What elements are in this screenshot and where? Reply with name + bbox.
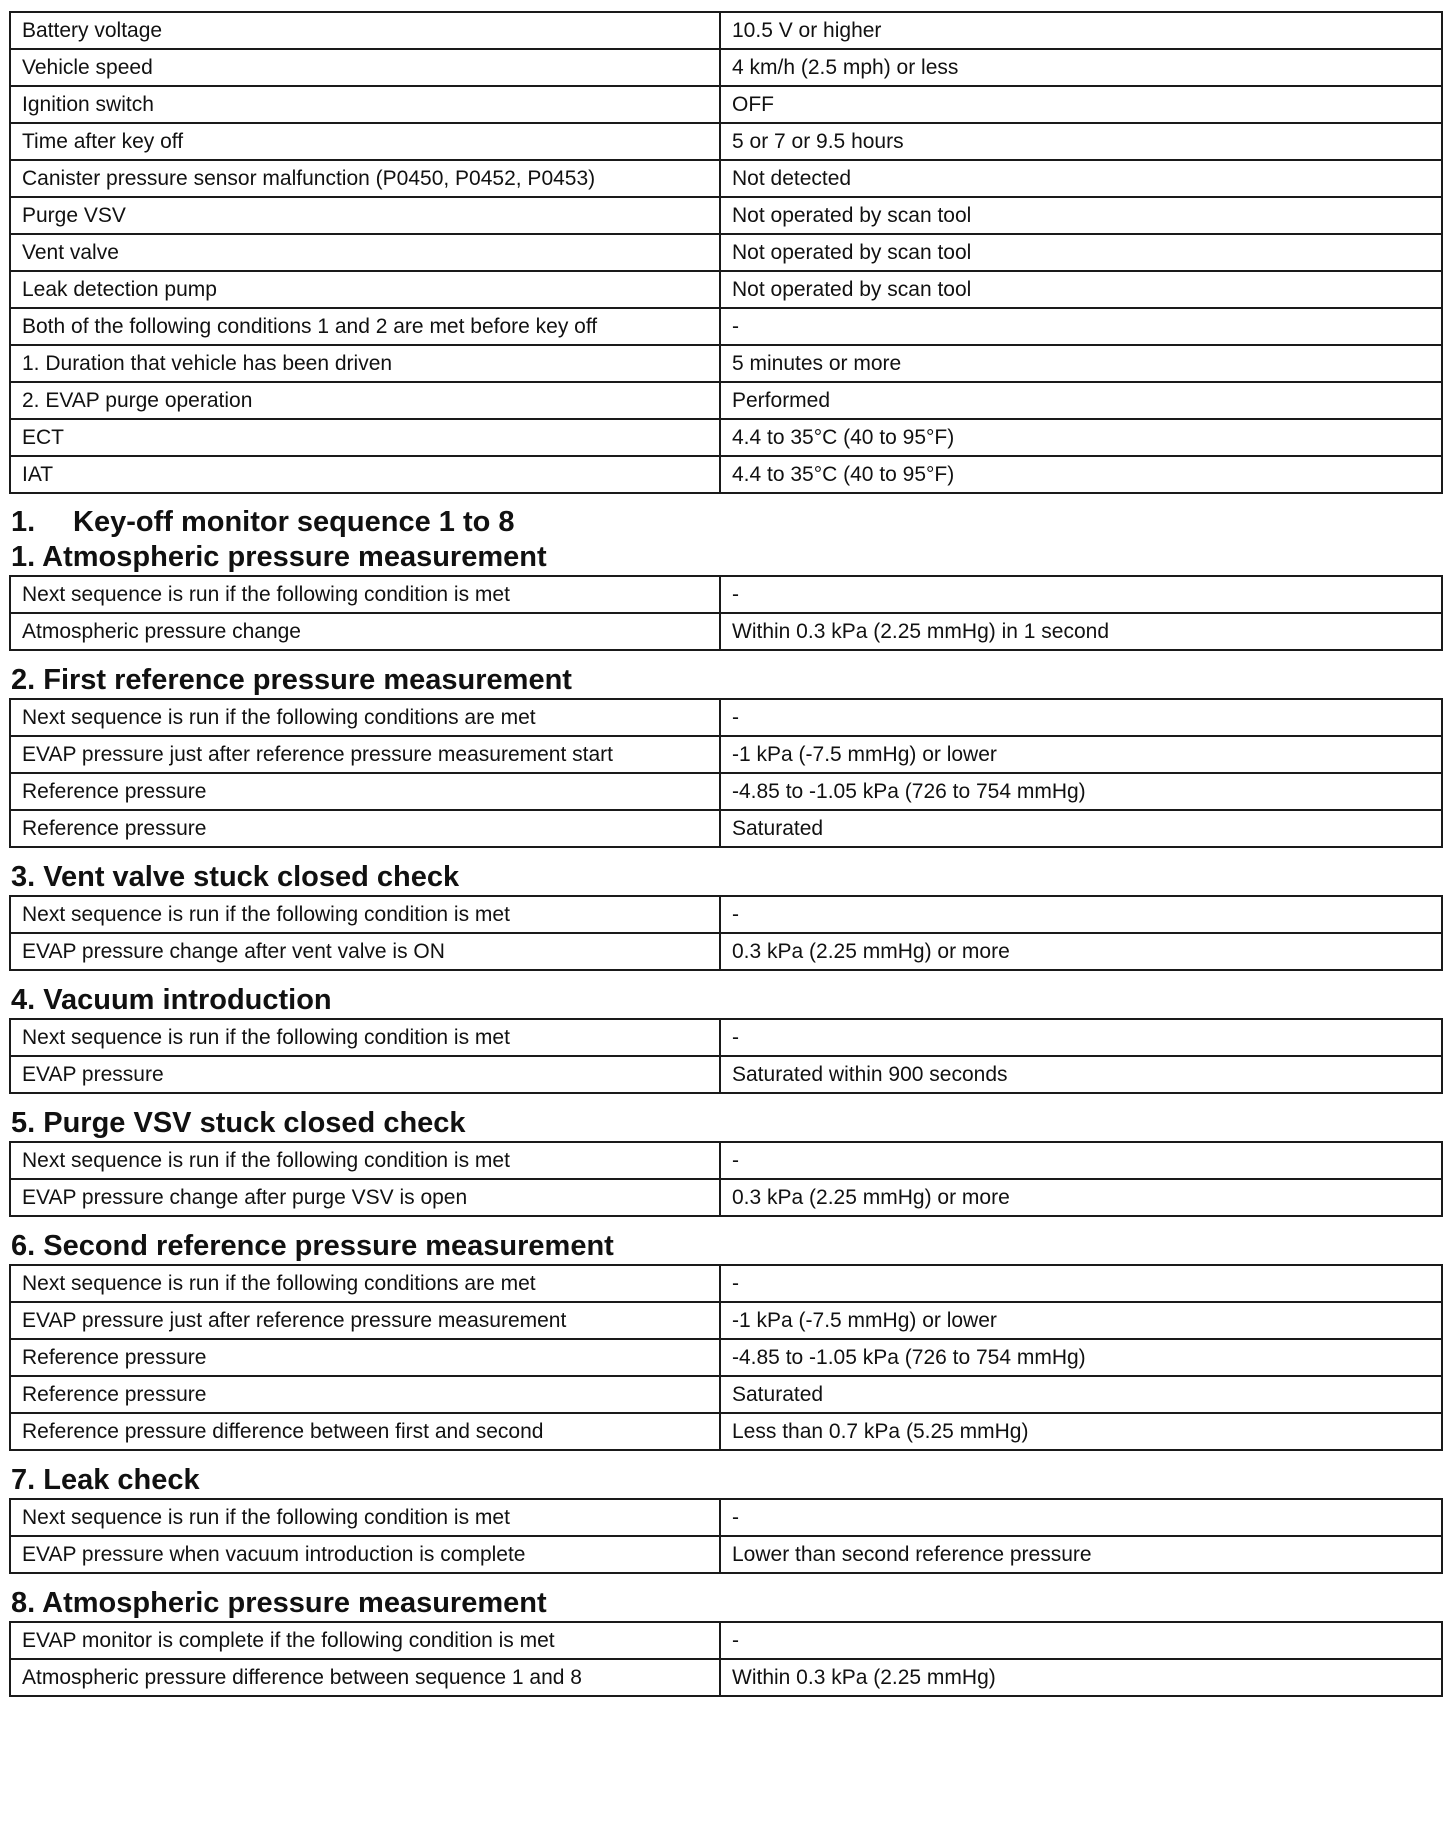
- section-heading: 7. Leak check: [11, 1464, 200, 1496]
- condition-value-cell: Saturated: [720, 1376, 1442, 1413]
- condition-value-cell: -: [720, 1622, 1442, 1659]
- condition-label-cell: EVAP pressure change after vent valve is ON: [10, 933, 720, 970]
- condition-label-cell: Reference pressure: [10, 1339, 720, 1376]
- condition-value-cell: -: [720, 308, 1442, 345]
- condition-value-cell: -: [720, 1142, 1442, 1179]
- table-row: [10, 345, 1442, 382]
- condition-value-cell: Lower than second reference pressure: [720, 1536, 1442, 1573]
- sequence-sections: [9, 540, 1427, 1697]
- table-row: [10, 1056, 1442, 1093]
- table-row: [10, 933, 1442, 970]
- sequence-section: [9, 663, 1427, 848]
- condition-value-cell: Not operated by scan tool: [720, 271, 1442, 308]
- condition-label-cell: Vent valve: [10, 234, 720, 271]
- condition-label-cell: Canister pressure sensor malfunction (P0450, P0452, P0453): [10, 160, 720, 197]
- table-row: [10, 1413, 1442, 1450]
- table-row: [10, 613, 1442, 650]
- condition-label-cell: Next sequence is run if the following condition is met: [10, 576, 720, 613]
- condition-value-cell: -: [720, 699, 1442, 736]
- condition-label-cell: 2. EVAP purge operation: [10, 382, 720, 419]
- condition-label-cell: Next sequence is run if the following condition is met: [10, 1142, 720, 1179]
- condition-value-cell: 5 or 7 or 9.5 hours: [720, 123, 1442, 160]
- condition-value-cell: -1 kPa (-7.5 mmHg) or lower: [720, 736, 1442, 773]
- condition-value-cell: 4.4 to 35°C (40 to 95°F): [720, 419, 1442, 456]
- condition-value-cell: 10.5 V or higher: [720, 12, 1442, 49]
- condition-label-cell: EVAP pressure change after purge VSV is open: [10, 1179, 720, 1216]
- condition-label-cell: 1. Duration that vehicle has been driven: [10, 345, 720, 382]
- condition-value-cell: Not operated by scan tool: [720, 197, 1442, 234]
- section-table: [9, 1141, 1443, 1217]
- section-heading: 5. Purge VSV stuck closed check: [11, 1107, 466, 1139]
- condition-value-cell: 0.3 kPa (2.25 mmHg) or more: [720, 933, 1442, 970]
- section-heading: 6. Second reference pressure measurement: [11, 1230, 614, 1262]
- condition-label-cell: Next sequence is run if the following condition is met: [10, 1019, 720, 1056]
- condition-value-cell: -4.85 to -1.05 kPa (726 to 754 mmHg): [720, 773, 1442, 810]
- table-row: [10, 896, 1442, 933]
- condition-label-cell: Next sequence is run if the following condition is met: [10, 896, 720, 933]
- table-row: [10, 1265, 1442, 1302]
- table-row: [10, 197, 1442, 234]
- sequence-section: [9, 540, 1427, 651]
- table-row: [10, 308, 1442, 345]
- condition-label-cell: Time after key off: [10, 123, 720, 160]
- table-row: [10, 1499, 1442, 1536]
- table-row: [10, 1019, 1442, 1056]
- table-row: [10, 382, 1442, 419]
- section-heading: 4. Vacuum introduction: [11, 984, 332, 1016]
- condition-value-cell: -: [720, 1265, 1442, 1302]
- section-table: [9, 575, 1443, 651]
- condition-label-cell: Reference pressure: [10, 810, 720, 847]
- condition-label-cell: Next sequence is run if the following conditions are met: [10, 699, 720, 736]
- condition-label-cell: Battery voltage: [10, 12, 720, 49]
- condition-label-cell: Next sequence is run if the following conditions are met: [10, 1265, 720, 1302]
- condition-label-cell: Atmospheric pressure change: [10, 613, 720, 650]
- condition-label-cell: EVAP pressure when vacuum introduction is complete: [10, 1536, 720, 1573]
- table-row: [10, 1302, 1442, 1339]
- table-row: [10, 1659, 1442, 1696]
- section-table: [9, 1621, 1443, 1697]
- condition-label-cell: EVAP pressure just after reference pressure measurement start: [10, 736, 720, 773]
- sequence-section: [9, 1106, 1427, 1217]
- condition-value-cell: -: [720, 896, 1442, 933]
- condition-value-cell: Not operated by scan tool: [720, 234, 1442, 271]
- section-heading: 1. Atmospheric pressure measurement: [11, 541, 547, 573]
- table-row: [10, 456, 1442, 493]
- monitor-conditions-table: [9, 11, 1443, 494]
- table-row: [10, 576, 1442, 613]
- table-row: [10, 1376, 1442, 1413]
- section-table: [9, 1264, 1443, 1451]
- table-row: [10, 810, 1442, 847]
- condition-value-cell: -1 kPa (-7.5 mmHg) or lower: [720, 1302, 1442, 1339]
- table-row: [10, 1142, 1442, 1179]
- table-row: [10, 736, 1442, 773]
- table-row: [10, 1179, 1442, 1216]
- condition-value-cell: -: [720, 576, 1442, 613]
- condition-value-cell: Within 0.3 kPa (2.25 mmHg): [720, 1659, 1442, 1696]
- section-table: [9, 698, 1443, 848]
- table-row: [10, 160, 1442, 197]
- condition-label-cell: Leak detection pump: [10, 271, 720, 308]
- condition-label-cell: IAT: [10, 456, 720, 493]
- table-row: [10, 86, 1442, 123]
- table-row: [10, 699, 1442, 736]
- condition-value-cell: Saturated within 900 seconds: [720, 1056, 1442, 1093]
- condition-label-cell: EVAP pressure: [10, 1056, 720, 1093]
- condition-value-cell: Performed: [720, 382, 1442, 419]
- section-heading: 8. Atmospheric pressure measurement: [11, 1587, 547, 1619]
- condition-value-cell: 0.3 kPa (2.25 mmHg) or more: [720, 1179, 1442, 1216]
- condition-label-cell: EVAP monitor is complete if the following condition is met: [10, 1622, 720, 1659]
- sequence-section: [9, 1463, 1427, 1574]
- section-table: [9, 1498, 1443, 1574]
- table-row: [10, 419, 1442, 456]
- main-heading: [9, 505, 1427, 540]
- main-heading-text: Key-off monitor sequence 1 to 8: [73, 506, 515, 538]
- condition-value-cell: Saturated: [720, 810, 1442, 847]
- table-row: [10, 49, 1442, 86]
- condition-value-cell: -4.85 to -1.05 kPa (726 to 754 mmHg): [720, 1339, 1442, 1376]
- condition-label-cell: Vehicle speed: [10, 49, 720, 86]
- condition-label-cell: Reference pressure: [10, 1376, 720, 1413]
- section-table: [9, 1018, 1443, 1094]
- condition-label-cell: Reference pressure difference between first and second: [10, 1413, 720, 1450]
- sequence-section: [9, 1229, 1427, 1451]
- sequence-section: [9, 1586, 1427, 1697]
- sequence-section: [9, 983, 1427, 1094]
- table-row: [10, 234, 1442, 271]
- condition-label-cell: Next sequence is run if the following condition is met: [10, 1499, 720, 1536]
- condition-value-cell: 4.4 to 35°C (40 to 95°F): [720, 456, 1442, 493]
- condition-value-cell: Less than 0.7 kPa (5.25 mmHg): [720, 1413, 1442, 1450]
- condition-label-cell: ECT: [10, 419, 720, 456]
- section-heading: 2. First reference pressure measurement: [11, 664, 572, 696]
- condition-label-cell: Ignition switch: [10, 86, 720, 123]
- condition-label-cell: Purge VSV: [10, 197, 720, 234]
- condition-label-cell: Both of the following conditions 1 and 2 are met before key off: [10, 308, 720, 345]
- document-page: [9, 11, 1427, 1697]
- condition-value-cell: Within 0.3 kPa (2.25 mmHg) in 1 second: [720, 613, 1442, 650]
- table-row: [10, 123, 1442, 160]
- condition-value-cell: Not detected: [720, 160, 1442, 197]
- main-heading-number: 1.: [11, 506, 36, 538]
- condition-label-cell: EVAP pressure just after reference pressure measurement: [10, 1302, 720, 1339]
- table-row: [10, 773, 1442, 810]
- condition-value-cell: 5 minutes or more: [720, 345, 1442, 382]
- sequence-section: [9, 860, 1427, 971]
- table-row: [10, 271, 1442, 308]
- condition-label-cell: Reference pressure: [10, 773, 720, 810]
- condition-value-cell: OFF: [720, 86, 1442, 123]
- section-heading: 3. Vent valve stuck closed check: [11, 861, 460, 893]
- table-row: [10, 12, 1442, 49]
- table-row: [10, 1622, 1442, 1659]
- condition-value-cell: -: [720, 1019, 1442, 1056]
- table-row: [10, 1339, 1442, 1376]
- condition-label-cell: Atmospheric pressure difference between sequence 1 and 8: [10, 1659, 720, 1696]
- condition-value-cell: 4 km/h (2.5 mph) or less: [720, 49, 1442, 86]
- condition-value-cell: -: [720, 1499, 1442, 1536]
- table-row: [10, 1536, 1442, 1573]
- section-table: [9, 895, 1443, 971]
